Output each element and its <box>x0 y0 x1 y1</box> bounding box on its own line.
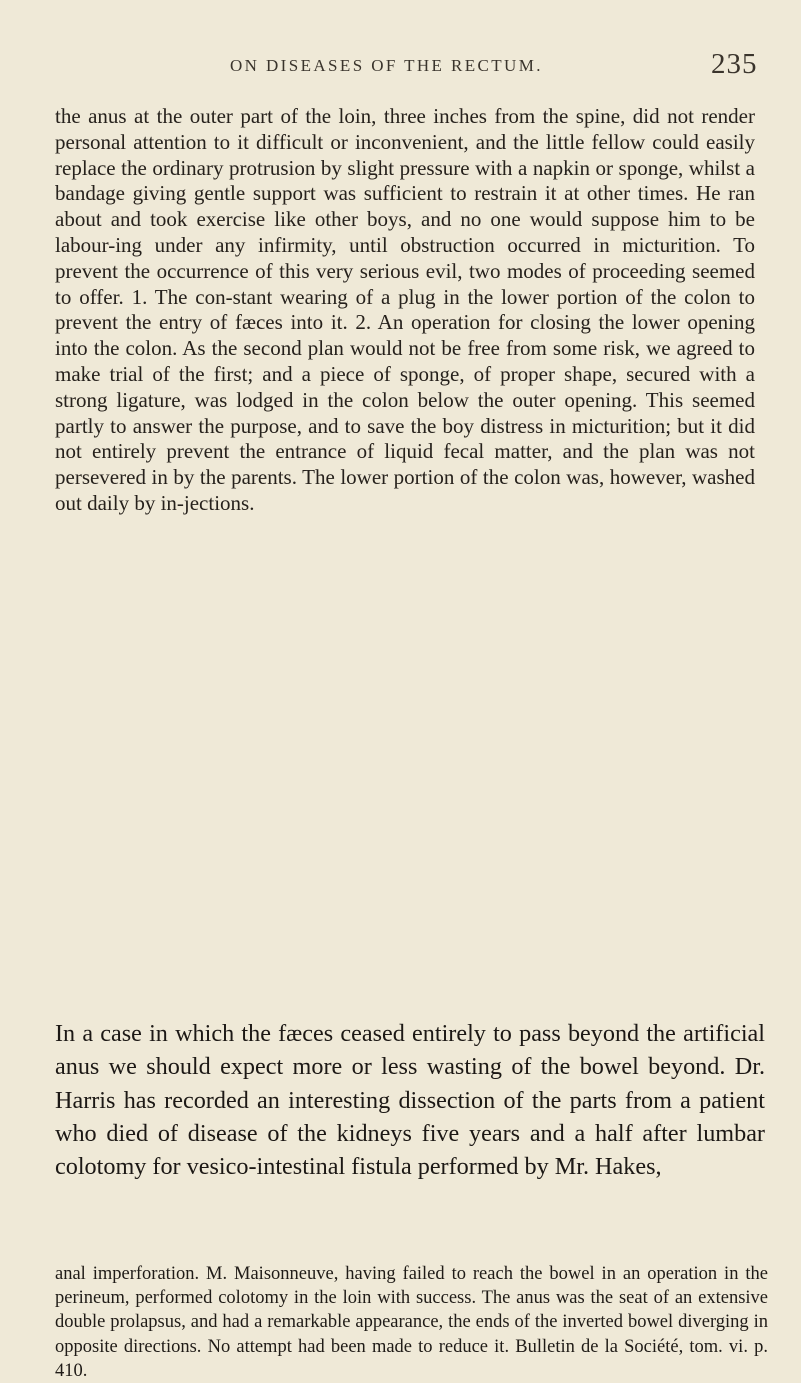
page-header <box>0 48 801 84</box>
footnote-paragraph: anal imperforation. M. Maisonneuve, having failed to reach the bowel in an operation in the perineum, performed colotomy in the loin with success. The anus was the seat of an extensive double prolapsus, and had a remarkable appearance, the ends of the inverted bowel diverging in opposite directions. No attempt had been made to reduce it. Bulletin de la Société, tom. vi. p. 410. <box>55 1264 768 1381</box>
body-paragraph-continued: the anus at the outer part of the loin, three inches from the spine, did not render personal attention to it difficult or inconvenient, and the little fellow could easily replace the ordinary protrusion by slight pressure with a napkin or sponge, whilst a bandage giving gentle support was sufficient to restrain it at other times. He ran about and took exercise like other boys, and no one would suppose him to be labour-ing under any infirmity, until obstruction occurred in micturition. To prevent the occurrence of this very serious evil, two modes of proceeding seemed to offer. 1. The con-stant wearing of a plug in the lower portion of the colon to prevent the entry of fæces into it. 2. An operation for closing the lower opening into the colon. As the second plan would not be free from some risk, we agreed to make trial of the first; and a piece of sponge, of proper shape, secured with a strong ligature, was lodged in the colon below the outer opening. This seemed partly to answer the purpose, and to save the boy distress in micturition; but it did not entirely prevent the entrance of liquid fecal matter, and the plan was not persevered in by the parents. The lower portion of the colon was, however, washed out daily by in-jections. <box>55 104 755 515</box>
page-number: 235 <box>711 48 758 80</box>
body-paragraph-large-type: In a case in which the fæces ceased entirely to pass beyond the artificial anus we should expect more or less wasting of the bowel beyond. Dr. Harris has recorded an interesting dissection of the parts from a patient who died of disease of the kidneys five years and a half after lumbar colotomy for vesico-intestinal fistula performed by Mr. Hakes, <box>55 1020 765 1181</box>
running-head: ON DISEASES OF THE RECTUM. <box>230 56 543 75</box>
